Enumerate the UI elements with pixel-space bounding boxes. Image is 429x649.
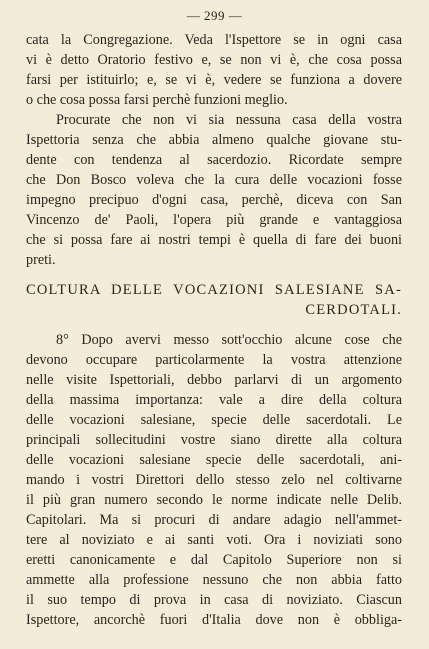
text-line: tere al noviziato e ai santi voti. Ora i noviziati sono xyxy=(26,532,402,548)
text-line: Procurate che non vi sia nessuna casa della vostra xyxy=(56,112,402,128)
text-line: che si possa fare ai nostri tempi è quella di fare dei buoni xyxy=(26,232,402,248)
text-line: che Don Bosco voleva che la cura delle vocazioni fosse xyxy=(26,172,402,188)
text-line: della massima importanza: vale a dire della coltura xyxy=(26,392,402,408)
text-line: eretti canonicamente e dal Capitolo Superiore non si xyxy=(26,552,402,568)
text-line: devono occupare particolarmente la vostra attenzione xyxy=(26,352,402,368)
text-line: mando i vostri Direttori dello stesso zelo nel coltivarne xyxy=(26,472,402,488)
text-line: nelle visite Ispettoriali, debbo parlarvi di un argomento xyxy=(26,372,402,388)
text-line: principali sollecitudini vostre siano dirette alla coltura xyxy=(26,432,402,448)
text-line: delle vocazioni salesiane, specie delle sacerdotali. Le xyxy=(26,412,402,428)
text-line: delle vocazioni salesiane specie delle sacerdotali, ani- xyxy=(26,452,402,468)
text-line: il più gran numero secondo le norme indicate nelle Delib. xyxy=(26,492,402,508)
text-line: o che cosa possa farsi perchè funzioni meglio. xyxy=(26,92,288,108)
text-line: Ispettoria senza che abbia almeno qualche giovane stu- xyxy=(26,132,402,148)
text-line: Capitolari. Ma si procuri di andare adagio nell'ammet- xyxy=(26,512,402,528)
text-line: Vincenzo de' Paoli, l'opera più grande e vantaggiosa xyxy=(26,212,402,228)
section-heading: COLTURA DELLE VOCAZIONI SALESIANE SA- xyxy=(26,282,402,298)
text-line: dente con tendenza al sacerdozio. Ricordate sempre xyxy=(26,152,402,168)
text-line: vi è detto Oratorio festivo e, se non vi è, che cosa possa xyxy=(26,52,402,68)
text-line: farsi per istituirlo; e, se vi è, vedere se funziona a dovere xyxy=(26,72,402,88)
text-line: 8° Dopo avervi messo sott'occhio alcune cose che xyxy=(56,332,402,348)
text-line: Ispettore, ancorchè fuori d'Italia dove non è obbliga- xyxy=(26,612,402,628)
text-line: cata la Congregazione. Veda l'Ispettore se in ogni casa xyxy=(26,32,402,48)
section-heading-continuation: CERDOTALI. xyxy=(305,302,402,318)
text-line: il suo tempo di prova in casa di noviziato. Ciascun xyxy=(26,592,402,608)
text-line: ammette alla professione nessuno che non abbia fatto xyxy=(26,572,402,588)
text-line: preti. xyxy=(26,252,56,268)
text-line: impegno precipuo d'ogni casa, perchè, diceva con San xyxy=(26,192,402,208)
page-number: — 299 — xyxy=(186,8,243,23)
